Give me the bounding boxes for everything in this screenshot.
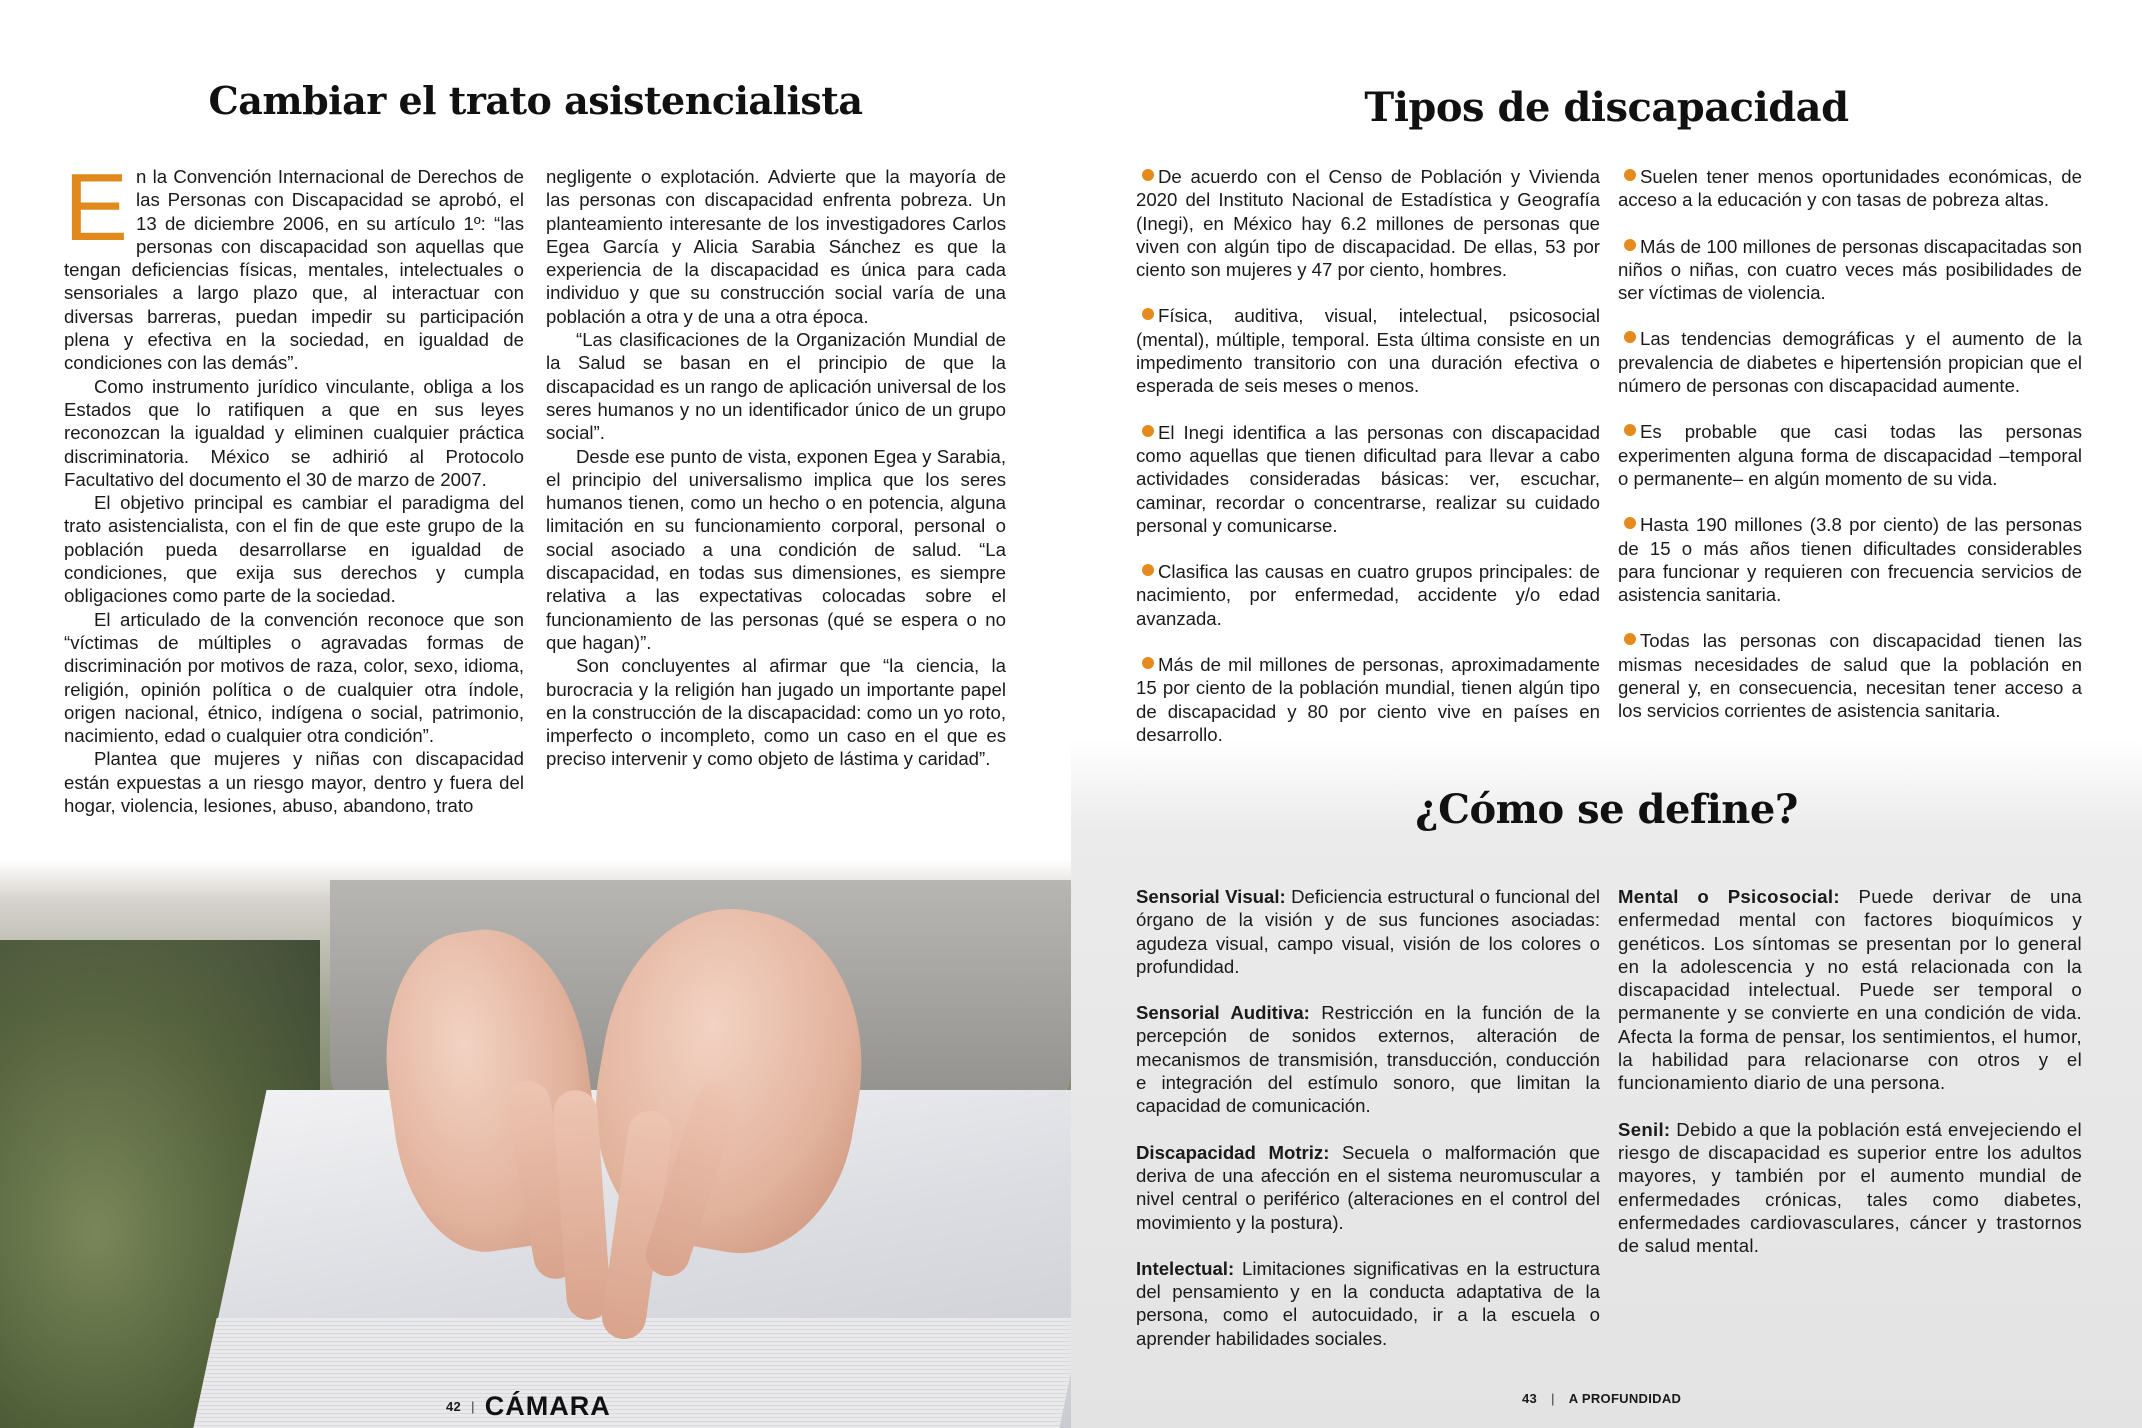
definition-term: Intelectual: xyxy=(1136,1257,1235,1279)
definition-item: Mental o Psicosocial: Puede derivar de una enfermedad mental con factores bioquímicos y genéticos. Los síntomas se presentan por lo general en la adolescencia y no está relacionada con la discapacidad intelectual. Puede ser temporal o permanente y se convierte en una condición de vida. Afecta la forma de pensar, los sentimientos, el humor, la habilidad para relacionarse con otros y el funcionamiento diario de una persona. xyxy=(1618,886,2082,1094)
article-title: Cambiar el trato asistencialista xyxy=(208,78,863,123)
definition-item: Senil: Debido a que la población está envejeciendo el riesgo de discapacidad es superior entre los adultos mayores, y también por el aumento mundial de enfermedades crónicas, tales como diabetes, enfermedades cardiovasculares, cáncer y trastornos de salud mental. xyxy=(1618,1118,2082,1257)
bullet-dot-icon xyxy=(1624,239,1636,251)
bullet-item: Clasifica las causas en cuatro grupos principales: de nacimiento, por enfermedad, accidente y/o edad avanzada. xyxy=(1136,561,1600,629)
bullet-dot-icon xyxy=(1142,564,1154,576)
bullet-item: Las tendencias demográficas y el aumento de la prevalencia de diabetes e hipertensión propician que el número de personas con discapacidad aumente. xyxy=(1618,328,2082,397)
definition-term: Sensorial Auditiva: xyxy=(1136,1002,1310,1024)
section-title-define: ¿Cómo se define? xyxy=(1415,786,1798,833)
paragraph: “Las clasificaciones de la Organización Mundial de la Salud se basan en el principio de que la discapacidad es un rango de aplicación universal de los seres humanos y no un identificador único de un grupo social”. xyxy=(546,329,1006,444)
page-right xyxy=(1071,0,2142,1428)
section-name: A PROFUNDIDAD xyxy=(1568,1391,1682,1406)
definition-item: Discapacidad Motriz: Secuela o malformación que deriva de una afección en el sistema neuromuscular a nivel central o periférico (alteraciones en el control del movimiento y la postura). xyxy=(1136,1141,1600,1233)
page-number: 43 xyxy=(1522,1391,1538,1406)
paragraph: Son concluyentes al afirmar que “la ciencia, la burocracia y la religión han jugado un importante papel en la construcción de la discapacidad: como un yo roto, imperfecto o incompleto, como un caso en el que es preciso intervenir y como objeto de lástima y caridad”. xyxy=(546,655,1006,770)
bullet-item: Todas las personas con discapacidad tienen las mismas necesidades de salud que la población en general y, en consecuencia, necesitan tener acceso a los servicios corrientes de asistencia sanitaria. xyxy=(1618,630,2082,722)
bullet-dot-icon xyxy=(1624,331,1636,343)
paragraph: Como instrumento jurídico vinculante, obliga a los Estados que lo ratifiquen a que en sus leyes reconozcan la igualdad y eliminen cualquier práctica discriminatoria. México se adhirió al Protocolo Facultativo del documento el 30 de marzo de 2007. xyxy=(64,375,524,490)
column-left-2 xyxy=(546,165,1006,771)
bullet-item: Es probable que casi todas las personas experimenten alguna forma de discapacidad –temporal o permanente– en algún momento de su vida. xyxy=(1618,421,2082,489)
paragraph: En la Convención Internacional de Derechos de las Personas con Discapacidad se aprobó, el 13 de diciembre 2006, en su artículo 1º: “las personas con discapacidad son aquellas que tengan deficiencias físicas, mentales, intelectuales o sensoriales a largo plazo que, al interactuar con diversas barreras, puedan impedir su participación plena y efectiva en la sociedad, en igualdad de condiciones con las demás”. xyxy=(64,154,524,374)
section-title-types: Tipos de discapacidad xyxy=(1364,84,1849,131)
bullet-dot-icon xyxy=(1624,633,1636,645)
paragraph: Desde ese punto de vista, exponen Egea y Sarabia, el principio del universalismo implica que los seres humanos tienen, como un hecho o en potencia, alguna limitación en su funcionamiento corporal, personal o social asociado a una condición de salud. “La discapacidad, en todas sus dimensiones, es siempre relativa a las expectativas colocadas sobre el funcionamiento de las personas (qué se espera o no que hagan)”. xyxy=(546,445,1006,653)
bullet-dot-icon xyxy=(1142,169,1154,181)
definition-term: Senil: xyxy=(1618,1118,1671,1140)
definitions-column-left xyxy=(1136,885,1600,1373)
paragraph: El objetivo principal es cambiar el paradigma del trato asistencialista, con el fin de que este grupo de la población pueda desarrollarse en igualdad de condiciones, que exija sus derechos y cumpla obligaciones como parte de la sociedad. xyxy=(64,492,524,607)
folio-separator: | xyxy=(471,1399,475,1414)
bullet-item: Más de mil millones de personas, aproximadamente 15 por ciento de la población mundial, tienen algún tipo de discapacidad y 80 por ciento vive en países en desarrollo. xyxy=(1136,654,1600,745)
bullet-item: Suelen tener menos oportunidades económicas, de acceso a la educación y con tasas de pobreza altas. xyxy=(1618,166,2082,211)
definitions-column-right xyxy=(1618,885,2082,1280)
definition-term: Sensorial Visual: xyxy=(1136,886,1286,907)
camara-logo: CÁMARA xyxy=(484,1391,611,1421)
bullet-column-right xyxy=(1618,165,2082,746)
bullet-item: Más de 100 millones de personas discapacitadas son niños o niñas, con cuatro veces más posibilidades de ser víctimas de violencia. xyxy=(1618,235,2082,304)
paragraph: El articulado de la convención reconoce que son “víctimas de múltiples o agravadas formas de discriminación por motivos de raza, color, sexo, idioma, religión, opinión política o de cualquier otra índole, origen nacional, étnico, indígena o social, patrimonio, nacimiento, edad o cualquier otra condición”. xyxy=(64,608,524,747)
braille-reading-photo xyxy=(0,860,1071,1428)
bullet-dot-icon xyxy=(1142,657,1154,669)
bullet-item: El Inegi identifica a las personas con discapacidad como aquellas que tienen dificultad para llevar a cabo actividades consideradas básicas: ver, escuchar, caminar, recordar o concentrarse, realizar su cuidado personal y comunicarse. xyxy=(1136,421,1600,536)
folio-separator: | xyxy=(1551,1391,1555,1406)
bullet-dot-icon xyxy=(1142,308,1154,320)
bullet-item: De acuerdo con el Censo de Población y Vivienda 2020 del Instituto Nacional de Estadística y Geografía (Inegi), en México hay 6.2 millones de personas que viven con algún tipo de discapacidad. De ellas, 53 por ciento son mujeres y 47 por ciento, hombres. xyxy=(1136,166,1600,281)
folio-left xyxy=(446,1391,611,1422)
definition-item: Sensorial Auditiva: Restricción en la función de la percepción de sonidos externos, alteración de mecanismos de transmisión, transducción, conducción e integración del estímulo sonoro, que limitan la capacidad de comunicación. xyxy=(1136,1002,1600,1117)
column-left-1 xyxy=(64,154,524,817)
definition-item: Sensorial Visual: Deficiencia estructural o funcional del órgano de la visión y de sus funciones asociadas: agudeza visual, campo visual, visión de los colores o profundidad. xyxy=(1136,886,1600,977)
definition-item: Intelectual: Limitaciones significativas en la estructura del pensamiento y en la conducta adaptativa de la persona, como el autocuidado, ir a la escuela o aprender habilidades sociales. xyxy=(1136,1257,1600,1349)
bullet-dot-icon xyxy=(1142,425,1154,437)
bullet-dot-icon xyxy=(1624,424,1636,436)
folio-right xyxy=(1522,1391,1681,1406)
bullet-item: Hasta 190 millones (3.8 por ciento) de las personas de 15 o más años tienen dificultades considerables para funcionar y requieren con frecuencia servicios de asistencia sanitaria. xyxy=(1618,514,2082,606)
definition-term: Discapacidad Motriz: xyxy=(1136,1141,1330,1163)
drop-cap: E xyxy=(64,154,129,261)
paragraph: Plantea que mujeres y niñas con discapacidad están expuestas a un riesgo mayor, dentro y fuera del hogar, violencia, lesiones, abuso, abandono, trato xyxy=(64,748,524,817)
definition-term: Mental o Psicosocial: xyxy=(1618,886,1840,907)
bullet-dot-icon xyxy=(1624,517,1636,529)
bullet-item: Física, auditiva, visual, intelectual, psicosocial (mental), múltiple, temporal. Esta última consiste en un impedimento transitorio con una duración efectiva o esperada de seis meses o menos. xyxy=(1136,305,1600,397)
paragraph: negligente o explotación. Advierte que la mayoría de las personas con discapacidad enfrenta pobreza. Un planteamiento interesante de los investigadores Carlos Egea García y Alicia Sarabia Sánchez es que la experiencia de la discapacidad es única para cada individuo y que su construcción social varía de una población a otra y de una a otra época. xyxy=(546,166,1006,327)
bullet-dot-icon xyxy=(1624,169,1636,181)
bullet-column-left xyxy=(1136,165,1600,769)
page-number: 42 xyxy=(446,1399,462,1414)
